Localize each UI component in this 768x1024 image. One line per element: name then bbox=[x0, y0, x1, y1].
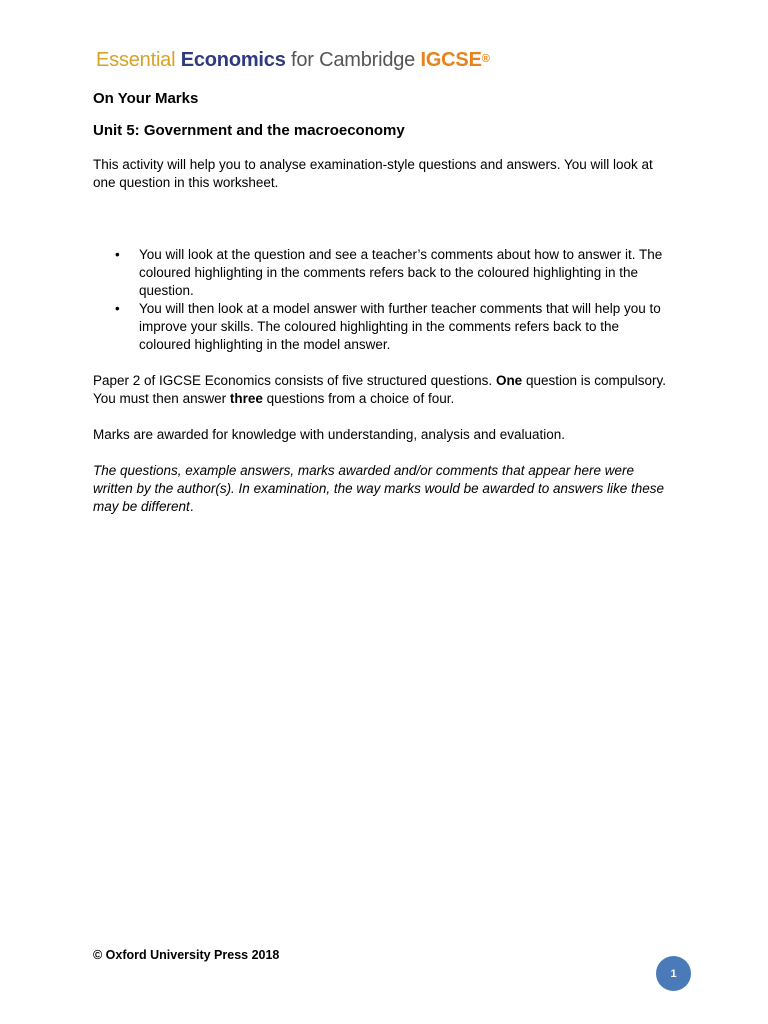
document-title: On Your Marks bbox=[93, 90, 199, 107]
brand-essential: Essential bbox=[96, 49, 176, 71]
brand-registered-mark: ® bbox=[481, 53, 490, 65]
copyright-footer: © Oxford University Press 2018 bbox=[93, 948, 280, 962]
intro-paragraph: This activity will help you to analyse examination-style questions and answers. You will look at one question in this worksheet. bbox=[93, 157, 653, 190]
list-item: • You will then look at a model answer with further teacher comments that will help you to improve your skills. The coloured highlighting in the comments refers back to the coloured highlighting in the model answer. bbox=[139, 300, 673, 354]
paper-text-c: questions from a choice of four. bbox=[262, 391, 455, 406]
paper-text-a: Paper 2 of IGCSE Economics consists of five structured questions. bbox=[93, 373, 496, 388]
disclaimer-period: . bbox=[189, 499, 194, 514]
paper-text-b: question is compulsory. You must then answer bbox=[93, 373, 667, 406]
unit-heading: Unit 5: Government and the macroeconomy bbox=[93, 122, 405, 139]
instructions-list bbox=[93, 246, 673, 354]
disclaimer-note bbox=[93, 462, 673, 516]
brand-header bbox=[96, 46, 490, 74]
brand-igcse-text: IGCSE bbox=[420, 49, 482, 71]
brand-economics: Economics bbox=[180, 49, 286, 71]
brand-for-cambridge: for Cambridge bbox=[290, 49, 416, 71]
disclaimer-text: The questions, example answers, marks awarded and/or comments that appear here were written by the author(s). In examination, the way marks would be awarded to answers like these may be different bbox=[93, 463, 665, 514]
paper-paragraph bbox=[93, 372, 673, 408]
page-number-badge: 1 bbox=[656, 956, 691, 991]
paper-bold-one: One bbox=[495, 373, 523, 388]
document-body bbox=[93, 88, 673, 516]
list-item: • You will look at the question and see a teacher’s comments about how to answer it. The coloured highlighting in the comments refers back to the coloured highlighting in the question. bbox=[139, 246, 673, 300]
brand-igcse bbox=[420, 49, 489, 71]
paper-bold-three: three bbox=[229, 391, 263, 406]
marks-paragraph: Marks are awarded for knowledge with understanding, analysis and evaluation. bbox=[93, 427, 566, 442]
